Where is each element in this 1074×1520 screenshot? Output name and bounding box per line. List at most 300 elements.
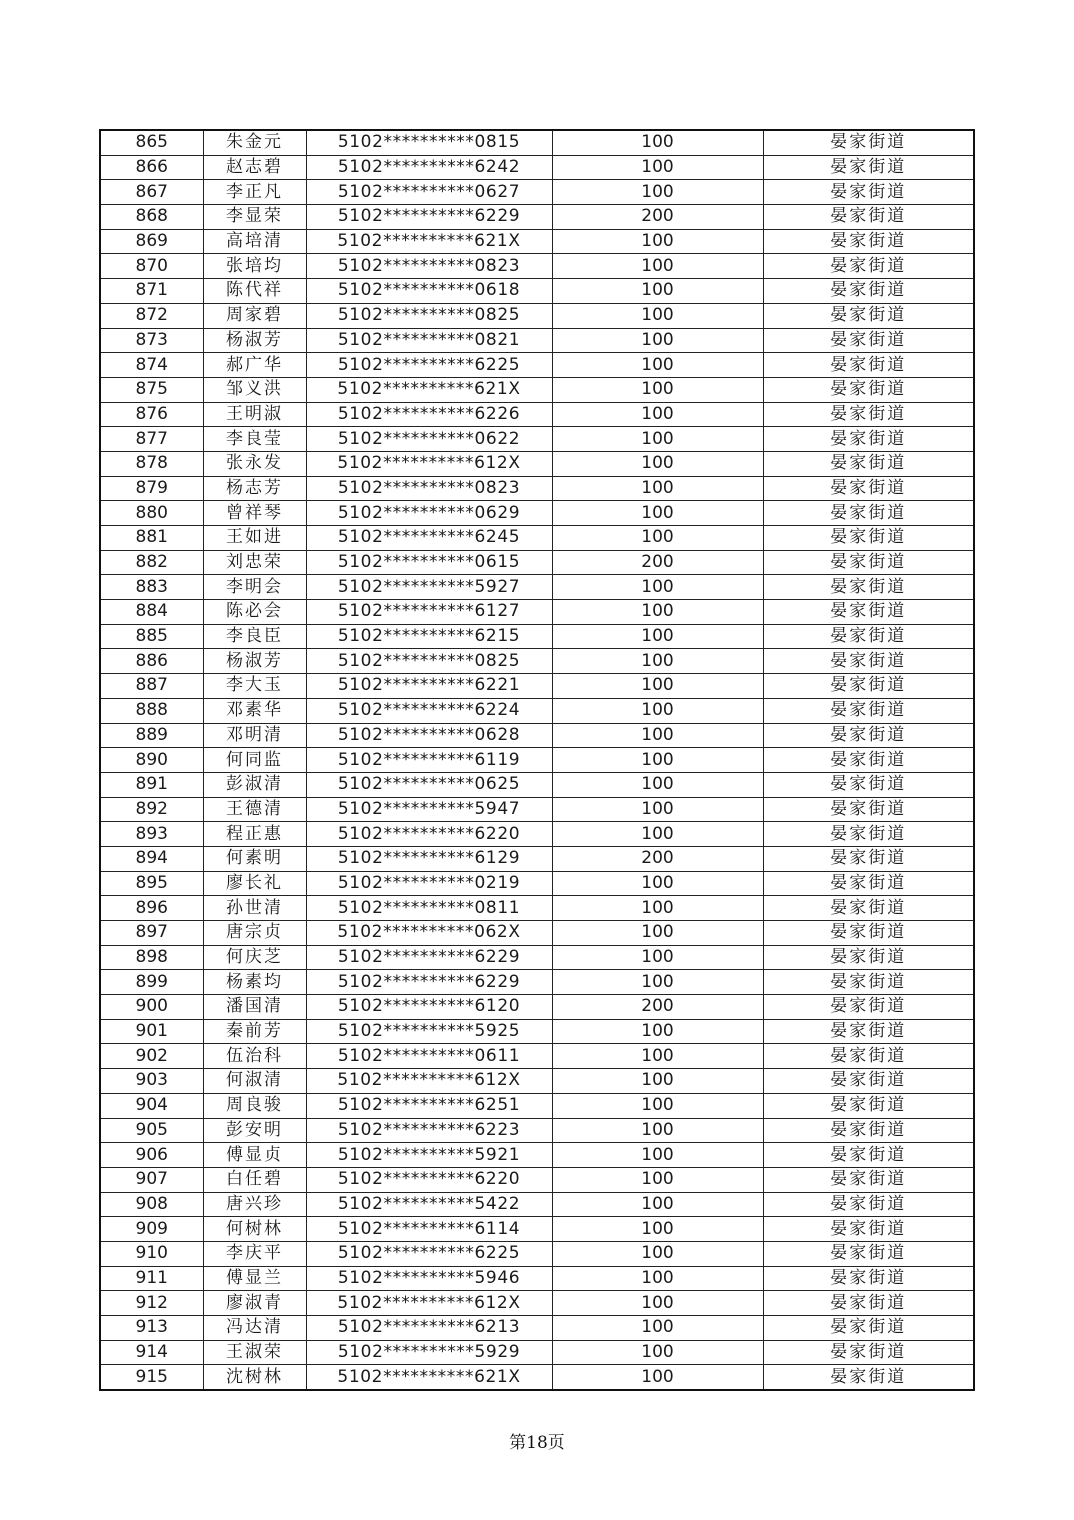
street-cell: 晏家街道 (763, 871, 974, 896)
amount-cell: 200 (552, 995, 763, 1020)
table-row (100, 748, 974, 773)
name-cell: 王淑荣 (203, 1340, 306, 1365)
row-number-cell: 902 (100, 1044, 203, 1069)
id-number-cell: 5102**********621X (306, 229, 552, 254)
street-cell: 晏家街道 (763, 526, 974, 551)
row-number-cell: 873 (100, 328, 203, 353)
id-number-cell: 5102**********6225 (306, 353, 552, 378)
amount-cell: 100 (552, 427, 763, 452)
table-row (100, 1365, 974, 1390)
table-row (100, 921, 974, 946)
name-cell: 彭淑清 (203, 772, 306, 797)
row-number-cell: 877 (100, 427, 203, 452)
row-number-cell: 891 (100, 772, 203, 797)
row-number-cell: 882 (100, 550, 203, 575)
id-number-cell: 5102**********062X (306, 921, 552, 946)
street-cell: 晏家街道 (763, 1266, 974, 1291)
table-row (100, 377, 974, 402)
row-number-cell: 903 (100, 1069, 203, 1094)
table-row (100, 600, 974, 625)
amount-cell: 100 (552, 1340, 763, 1365)
street-cell: 晏家街道 (763, 279, 974, 304)
name-cell: 杨淑芳 (203, 328, 306, 353)
id-number-cell: 5102**********6220 (306, 1167, 552, 1192)
id-number-cell: 5102**********6220 (306, 822, 552, 847)
street-cell: 晏家街道 (763, 550, 974, 575)
name-cell: 张永发 (203, 451, 306, 476)
name-cell: 李庆平 (203, 1241, 306, 1266)
id-number-cell: 5102**********6129 (306, 846, 552, 871)
table-row (100, 1192, 974, 1217)
row-number-cell: 908 (100, 1192, 203, 1217)
amount-cell: 100 (552, 674, 763, 699)
amount-cell: 100 (552, 896, 763, 921)
name-cell: 杨素均 (203, 970, 306, 995)
name-cell: 傅显贞 (203, 1143, 306, 1168)
street-cell: 晏家街道 (763, 451, 974, 476)
table-row (100, 279, 974, 304)
row-number-cell: 886 (100, 649, 203, 674)
row-number-cell: 885 (100, 624, 203, 649)
table-row (100, 846, 974, 871)
id-number-cell: 5102**********6119 (306, 748, 552, 773)
street-cell: 晏家街道 (763, 1044, 974, 1069)
amount-cell: 100 (552, 698, 763, 723)
name-cell: 何同监 (203, 748, 306, 773)
amount-cell: 100 (552, 1217, 763, 1242)
table-row (100, 402, 974, 427)
id-number-cell: 5102**********0825 (306, 649, 552, 674)
id-number-cell: 5102**********5921 (306, 1143, 552, 1168)
table-row (100, 698, 974, 723)
name-cell: 李大玉 (203, 674, 306, 699)
amount-cell: 100 (552, 1143, 763, 1168)
street-cell: 晏家街道 (763, 303, 974, 328)
id-number-cell: 5102**********0821 (306, 328, 552, 353)
table-row (100, 205, 974, 230)
row-number-cell: 875 (100, 377, 203, 402)
name-cell: 邓素华 (203, 698, 306, 723)
table-row (100, 550, 974, 575)
amount-cell: 100 (552, 229, 763, 254)
table-row (100, 1118, 974, 1143)
id-number-cell: 5102**********5422 (306, 1192, 552, 1217)
table-row (100, 526, 974, 551)
street-cell: 晏家街道 (763, 427, 974, 452)
amount-cell: 100 (552, 1044, 763, 1069)
table-row (100, 1143, 974, 1168)
table-row (100, 797, 974, 822)
amount-cell: 100 (552, 1365, 763, 1390)
id-number-cell: 5102**********0627 (306, 180, 552, 205)
name-cell: 廖长礼 (203, 871, 306, 896)
amount-cell: 100 (552, 1291, 763, 1316)
street-cell: 晏家街道 (763, 377, 974, 402)
row-number-cell: 913 (100, 1316, 203, 1341)
name-cell: 唐兴珍 (203, 1192, 306, 1217)
row-number-cell: 883 (100, 575, 203, 600)
street-cell: 晏家街道 (763, 501, 974, 526)
name-cell: 郝广华 (203, 353, 306, 378)
street-cell: 晏家街道 (763, 1093, 974, 1118)
row-number-cell: 876 (100, 402, 203, 427)
amount-cell: 100 (552, 1069, 763, 1094)
amount-cell: 100 (552, 180, 763, 205)
row-number-cell: 901 (100, 1019, 203, 1044)
row-number-cell: 914 (100, 1340, 203, 1365)
street-cell: 晏家街道 (763, 130, 974, 155)
id-number-cell: 5102**********0628 (306, 723, 552, 748)
amount-cell: 200 (552, 846, 763, 871)
amount-cell: 100 (552, 254, 763, 279)
street-cell: 晏家街道 (763, 698, 974, 723)
id-number-cell: 5102**********6114 (306, 1217, 552, 1242)
id-number-cell: 5102**********0622 (306, 427, 552, 452)
street-cell: 晏家街道 (763, 600, 974, 625)
row-number-cell: 892 (100, 797, 203, 822)
street-cell: 晏家街道 (763, 1241, 974, 1266)
street-cell: 晏家街道 (763, 328, 974, 353)
amount-cell: 200 (552, 550, 763, 575)
street-cell: 晏家街道 (763, 1291, 974, 1316)
row-number-cell: 865 (100, 130, 203, 155)
name-cell: 何庆芝 (203, 945, 306, 970)
street-cell: 晏家街道 (763, 797, 974, 822)
table-row (100, 303, 974, 328)
amount-cell: 100 (552, 723, 763, 748)
name-cell: 张培均 (203, 254, 306, 279)
id-number-cell: 5102**********0625 (306, 772, 552, 797)
name-cell: 周家碧 (203, 303, 306, 328)
street-cell: 晏家街道 (763, 353, 974, 378)
row-number-cell: 888 (100, 698, 203, 723)
name-cell: 秦前芳 (203, 1019, 306, 1044)
row-number-cell: 900 (100, 995, 203, 1020)
name-cell: 李显荣 (203, 205, 306, 230)
name-cell: 唐宗贞 (203, 921, 306, 946)
name-cell: 高培清 (203, 229, 306, 254)
id-number-cell: 5102**********612X (306, 451, 552, 476)
street-cell: 晏家街道 (763, 822, 974, 847)
amount-cell: 100 (552, 328, 763, 353)
table-row (100, 970, 974, 995)
table-row (100, 1291, 974, 1316)
name-cell: 程正惠 (203, 822, 306, 847)
table-row (100, 995, 974, 1020)
amount-cell: 100 (552, 575, 763, 600)
name-cell: 杨志芳 (203, 476, 306, 501)
row-number-cell: 880 (100, 501, 203, 526)
id-number-cell: 5102**********6213 (306, 1316, 552, 1341)
row-number-cell: 867 (100, 180, 203, 205)
id-number-cell: 5102**********5925 (306, 1019, 552, 1044)
amount-cell: 100 (552, 1241, 763, 1266)
name-cell: 王德清 (203, 797, 306, 822)
table-row (100, 427, 974, 452)
street-cell: 晏家街道 (763, 772, 974, 797)
street-cell: 晏家街道 (763, 995, 974, 1020)
street-cell: 晏家街道 (763, 1192, 974, 1217)
row-number-cell: 868 (100, 205, 203, 230)
street-cell: 晏家街道 (763, 896, 974, 921)
row-number-cell: 869 (100, 229, 203, 254)
row-number-cell: 894 (100, 846, 203, 871)
row-number-cell: 898 (100, 945, 203, 970)
row-number-cell: 889 (100, 723, 203, 748)
table-row (100, 501, 974, 526)
amount-cell: 100 (552, 1118, 763, 1143)
row-number-cell: 887 (100, 674, 203, 699)
street-cell: 晏家街道 (763, 624, 974, 649)
id-number-cell: 5102**********6229 (306, 205, 552, 230)
street-cell: 晏家街道 (763, 1069, 974, 1094)
amount-cell: 100 (552, 501, 763, 526)
name-cell: 何素明 (203, 846, 306, 871)
table-row (100, 353, 974, 378)
street-cell: 晏家街道 (763, 254, 974, 279)
name-cell: 王明淑 (203, 402, 306, 427)
table-row (100, 1044, 974, 1069)
table-row (100, 1241, 974, 1266)
id-number-cell: 5102**********612X (306, 1291, 552, 1316)
name-cell: 李正凡 (203, 180, 306, 205)
id-number-cell: 5102**********6223 (306, 1118, 552, 1143)
name-cell: 李良臣 (203, 624, 306, 649)
name-cell: 刘忠荣 (203, 550, 306, 575)
id-number-cell: 5102**********0219 (306, 871, 552, 896)
name-cell: 何树林 (203, 1217, 306, 1242)
row-number-cell: 904 (100, 1093, 203, 1118)
street-cell: 晏家街道 (763, 921, 974, 946)
table-row (100, 723, 974, 748)
id-number-cell: 5102**********6226 (306, 402, 552, 427)
amount-cell: 200 (552, 205, 763, 230)
table-row (100, 1093, 974, 1118)
row-number-cell: 884 (100, 600, 203, 625)
amount-cell: 100 (552, 772, 763, 797)
id-number-cell: 5102**********612X (306, 1069, 552, 1094)
row-number-cell: 906 (100, 1143, 203, 1168)
id-number-cell: 5102**********0811 (306, 896, 552, 921)
street-cell: 晏家街道 (763, 1217, 974, 1242)
id-number-cell: 5102**********621X (306, 377, 552, 402)
street-cell: 晏家街道 (763, 649, 974, 674)
amount-cell: 100 (552, 748, 763, 773)
street-cell: 晏家街道 (763, 970, 974, 995)
name-cell: 杨淑芳 (203, 649, 306, 674)
table-row (100, 1217, 974, 1242)
row-number-cell: 881 (100, 526, 203, 551)
table-row (100, 871, 974, 896)
row-number-cell: 874 (100, 353, 203, 378)
name-cell: 邹义洪 (203, 377, 306, 402)
table-row (100, 575, 974, 600)
row-number-cell: 897 (100, 921, 203, 946)
id-number-cell: 5102**********6229 (306, 970, 552, 995)
street-cell: 晏家街道 (763, 945, 974, 970)
amount-cell: 100 (552, 1316, 763, 1341)
table-row (100, 180, 974, 205)
row-number-cell: 872 (100, 303, 203, 328)
row-number-cell: 905 (100, 1118, 203, 1143)
table-row (100, 476, 974, 501)
name-cell: 冯达清 (203, 1316, 306, 1341)
amount-cell: 100 (552, 476, 763, 501)
table-row (100, 1340, 974, 1365)
name-cell: 陈代祥 (203, 279, 306, 304)
table-row (100, 130, 974, 155)
amount-cell: 100 (552, 871, 763, 896)
amount-cell: 100 (552, 155, 763, 180)
table-row (100, 229, 974, 254)
table-row (100, 896, 974, 921)
table-row (100, 624, 974, 649)
name-cell: 沈树林 (203, 1365, 306, 1390)
street-cell: 晏家街道 (763, 575, 974, 600)
id-number-cell: 5102**********6127 (306, 600, 552, 625)
table-row (100, 1069, 974, 1094)
name-cell: 孙世清 (203, 896, 306, 921)
street-cell: 晏家街道 (763, 846, 974, 871)
id-number-cell: 5102**********0815 (306, 130, 552, 155)
amount-cell: 100 (552, 377, 763, 402)
id-number-cell: 5102**********6229 (306, 945, 552, 970)
id-number-cell: 5102**********6120 (306, 995, 552, 1020)
table-row (100, 155, 974, 180)
row-number-cell: 870 (100, 254, 203, 279)
name-cell: 陈必会 (203, 600, 306, 625)
row-number-cell: 895 (100, 871, 203, 896)
amount-cell: 100 (552, 970, 763, 995)
row-number-cell: 909 (100, 1217, 203, 1242)
street-cell: 晏家街道 (763, 1340, 974, 1365)
street-cell: 晏家街道 (763, 1167, 974, 1192)
street-cell: 晏家街道 (763, 1316, 974, 1341)
amount-cell: 100 (552, 303, 763, 328)
table-row (100, 945, 974, 970)
id-number-cell: 5102**********0823 (306, 254, 552, 279)
id-number-cell: 5102**********0618 (306, 279, 552, 304)
name-cell: 李明会 (203, 575, 306, 600)
row-number-cell: 899 (100, 970, 203, 995)
street-cell: 晏家街道 (763, 748, 974, 773)
amount-cell: 100 (552, 526, 763, 551)
street-cell: 晏家街道 (763, 205, 974, 230)
table-row (100, 328, 974, 353)
street-cell: 晏家街道 (763, 1118, 974, 1143)
amount-cell: 100 (552, 921, 763, 946)
id-number-cell: 5102**********0615 (306, 550, 552, 575)
id-number-cell: 5102**********6224 (306, 698, 552, 723)
name-cell: 何淑清 (203, 1069, 306, 1094)
name-cell: 邓明清 (203, 723, 306, 748)
amount-cell: 100 (552, 649, 763, 674)
street-cell: 晏家街道 (763, 155, 974, 180)
table-row (100, 772, 974, 797)
street-cell: 晏家街道 (763, 1365, 974, 1390)
page-number: 第18页 (509, 1433, 565, 1453)
name-cell: 李良莹 (203, 427, 306, 452)
table-row (100, 1019, 974, 1044)
row-number-cell: 890 (100, 748, 203, 773)
table-row (100, 451, 974, 476)
id-number-cell: 5102**********0629 (306, 501, 552, 526)
table-row (100, 1316, 974, 1341)
row-number-cell: 915 (100, 1365, 203, 1390)
id-number-cell: 5102**********6242 (306, 155, 552, 180)
table-row (100, 1266, 974, 1291)
id-number-cell: 5102**********0823 (306, 476, 552, 501)
row-number-cell: 911 (100, 1266, 203, 1291)
amount-cell: 100 (552, 600, 763, 625)
id-number-cell: 5102**********0611 (306, 1044, 552, 1069)
street-cell: 晏家街道 (763, 229, 974, 254)
row-number-cell: 896 (100, 896, 203, 921)
street-cell: 晏家街道 (763, 1019, 974, 1044)
row-number-cell: 878 (100, 451, 203, 476)
id-number-cell: 5102**********6215 (306, 624, 552, 649)
row-number-cell: 893 (100, 822, 203, 847)
amount-cell: 100 (552, 822, 763, 847)
amount-cell: 100 (552, 451, 763, 476)
amount-cell: 100 (552, 1266, 763, 1291)
name-cell: 王如进 (203, 526, 306, 551)
row-number-cell: 910 (100, 1241, 203, 1266)
table-body (100, 130, 974, 1390)
table-row (100, 254, 974, 279)
street-cell: 晏家街道 (763, 674, 974, 699)
street-cell: 晏家街道 (763, 1143, 974, 1168)
name-cell: 廖淑青 (203, 1291, 306, 1316)
id-number-cell: 5102**********6221 (306, 674, 552, 699)
amount-cell: 100 (552, 1167, 763, 1192)
table-row (100, 674, 974, 699)
name-cell: 潘国清 (203, 995, 306, 1020)
subsidy-table (99, 129, 975, 1391)
id-number-cell: 5102**********621X (306, 1365, 552, 1390)
street-cell: 晏家街道 (763, 402, 974, 427)
id-number-cell: 5102**********0825 (306, 303, 552, 328)
name-cell: 彭安明 (203, 1118, 306, 1143)
name-cell: 伍治科 (203, 1044, 306, 1069)
id-number-cell: 5102**********5929 (306, 1340, 552, 1365)
table-row (100, 649, 974, 674)
amount-cell: 100 (552, 1093, 763, 1118)
id-number-cell: 5102**********6225 (306, 1241, 552, 1266)
name-cell: 曾祥琴 (203, 501, 306, 526)
amount-cell: 100 (552, 797, 763, 822)
amount-cell: 100 (552, 402, 763, 427)
row-number-cell: 866 (100, 155, 203, 180)
street-cell: 晏家街道 (763, 723, 974, 748)
table-row (100, 1167, 974, 1192)
amount-cell: 100 (552, 279, 763, 304)
row-number-cell: 879 (100, 476, 203, 501)
name-cell: 朱金元 (203, 130, 306, 155)
id-number-cell: 5102**********5946 (306, 1266, 552, 1291)
amount-cell: 100 (552, 1019, 763, 1044)
amount-cell: 100 (552, 353, 763, 378)
id-number-cell: 5102**********6251 (306, 1093, 552, 1118)
amount-cell: 100 (552, 1192, 763, 1217)
name-cell: 赵志碧 (203, 155, 306, 180)
id-number-cell: 5102**********6245 (306, 526, 552, 551)
name-cell: 傅显兰 (203, 1266, 306, 1291)
amount-cell: 100 (552, 130, 763, 155)
id-number-cell: 5102**********5927 (306, 575, 552, 600)
name-cell: 周良骏 (203, 1093, 306, 1118)
row-number-cell: 912 (100, 1291, 203, 1316)
